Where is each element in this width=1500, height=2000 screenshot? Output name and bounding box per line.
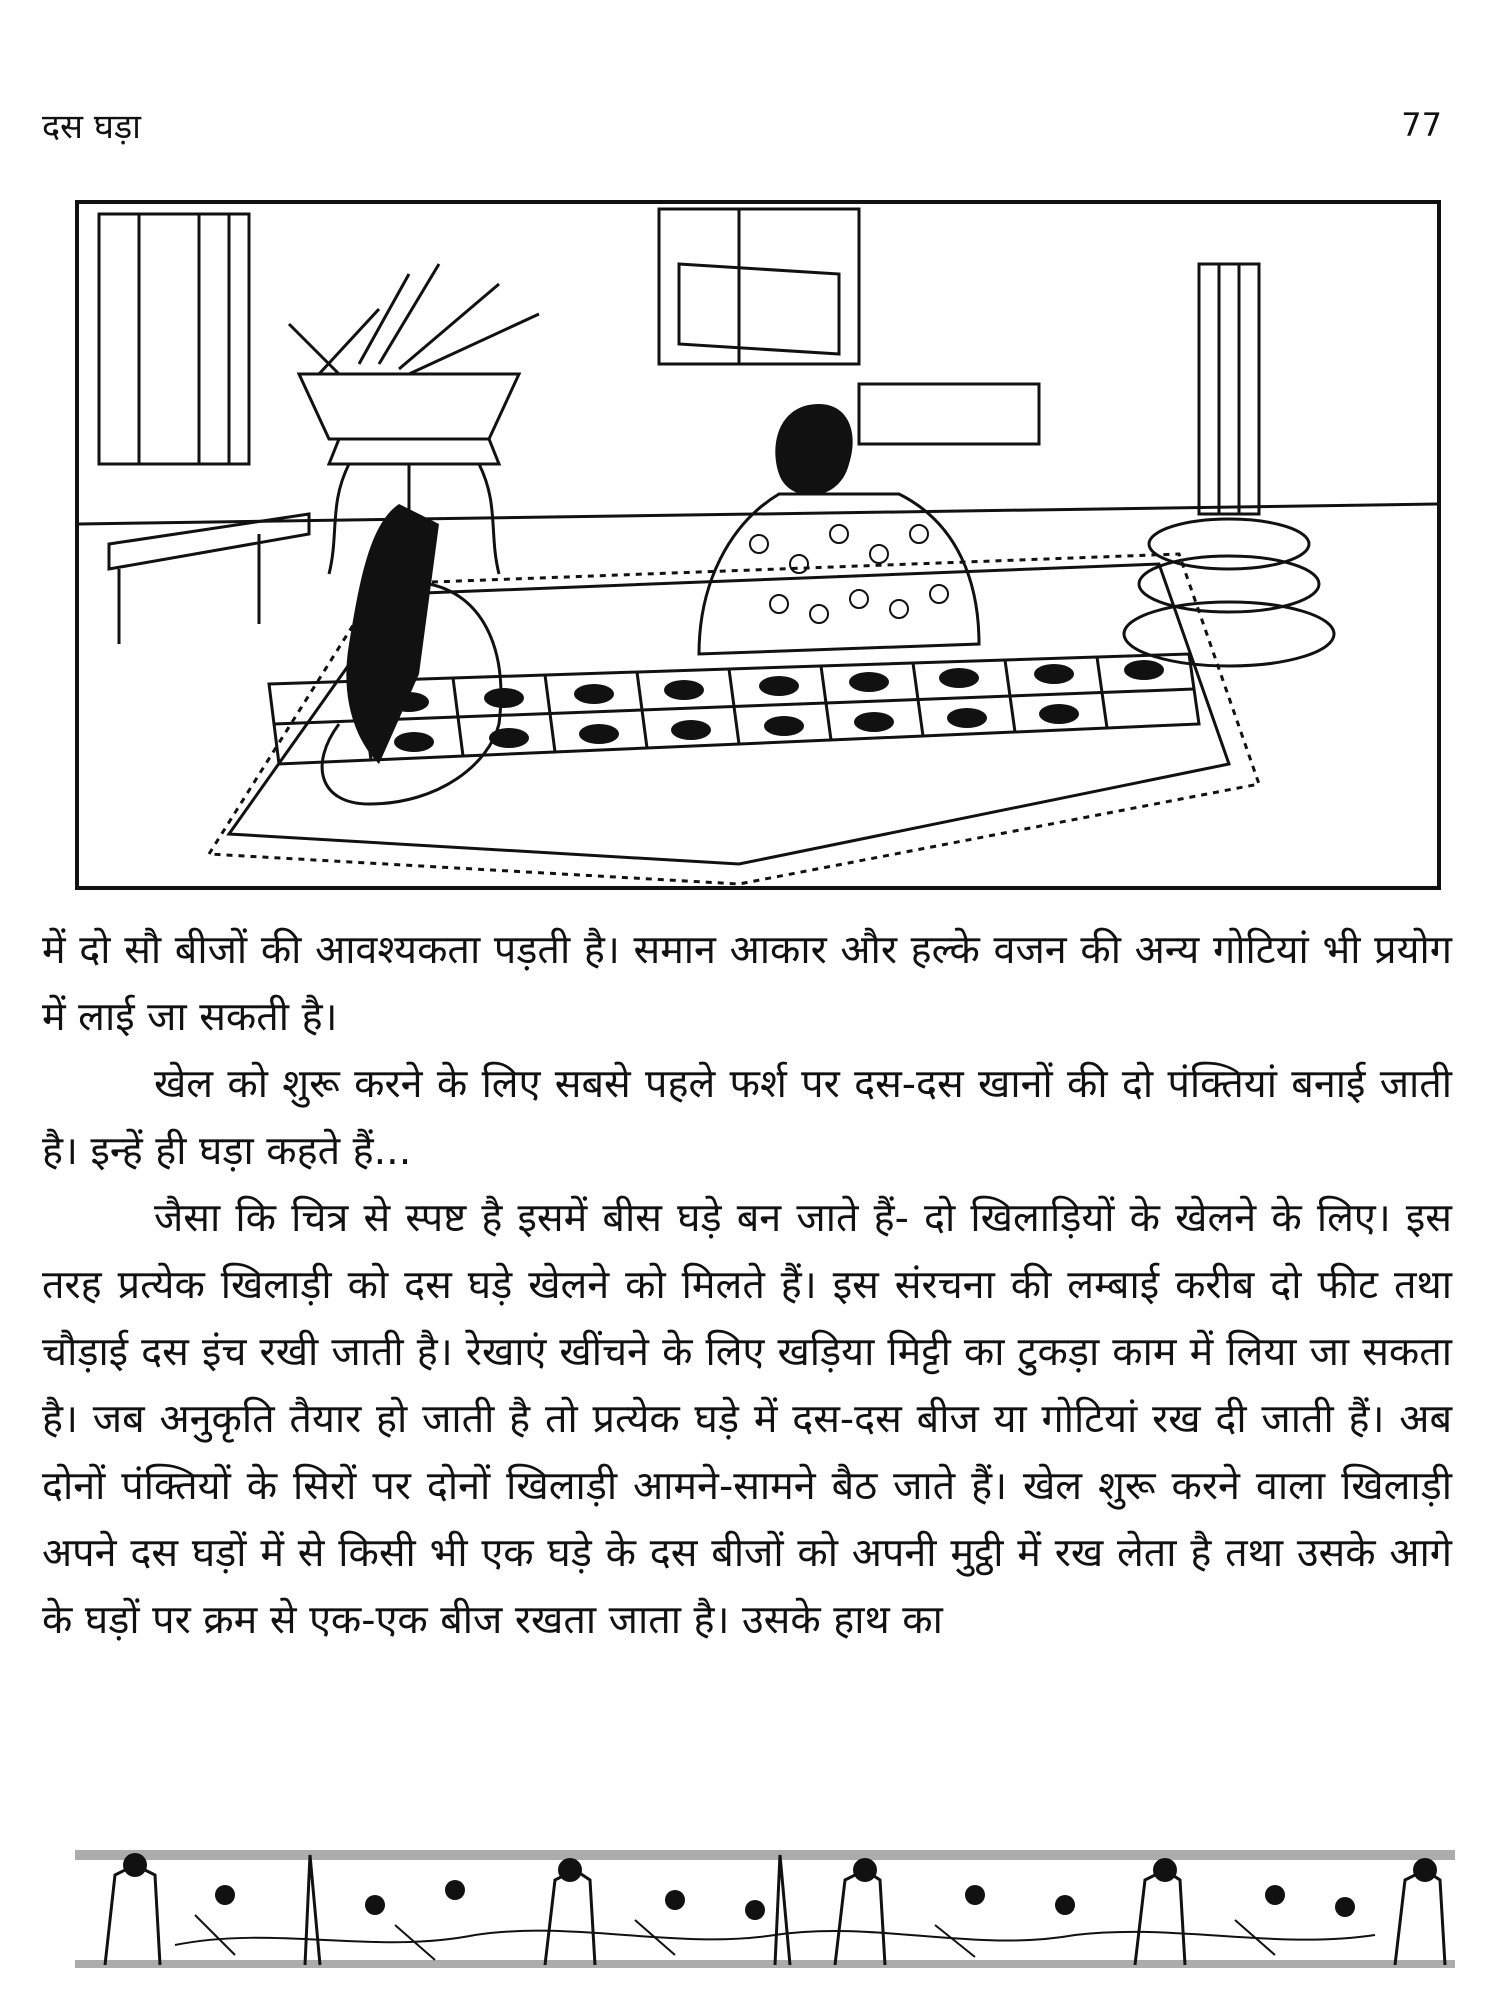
chapter-title: दस घड़ा xyxy=(42,107,141,147)
decorative-footer-illustration xyxy=(75,1835,1455,1975)
woman-right xyxy=(699,404,979,654)
window xyxy=(659,209,859,364)
illustration-drawing xyxy=(79,204,1437,886)
running-head xyxy=(42,100,1442,150)
paragraph: जैसा कि चित्र से स्पष्ट है इसमें बीस घड़े बन जाते हैं- दो खिलाड़ियों के खेलने के लिए। इस तरह प्रत्येक खिलाड़ी को दस घड़े खेलने को मिलते हैं। इस संरचना की लम्बाई करीब दो फीट तथा चौड़ाई दस इंच रखी जाती है। रेखाएं खींचने के लिए खड़िया मिट्टी का टुकड़ा काम में लिया जा सकता है। जब अनुकृति तैयार हो जाती है तो प्रत्येक घड़े में दस-दस बीज या गोटियां रख दी जाती हैं। अब दोनों पंक्तियों के सिरों पर दोनों खिलाड़ी आमने-सामने बैठ जाते हैं। खेल शुरू करने वाला खिलाड़ी अपने दस घड़ों में से किसी भी एक घड़े के दस बीजों को अपनी मुट्ठी में रख लेता है तथा उसके आगे के घड़ों पर क्रम से एक-एक बीज रखता जाता है। उसके हाथ का xyxy=(42,1195,1452,1643)
illustration-frame xyxy=(75,200,1441,890)
page-number: 77 xyxy=(1401,106,1442,144)
footer-drawing xyxy=(75,1835,1455,1975)
body-text xyxy=(42,917,1452,1654)
plant-pot xyxy=(299,374,519,439)
paragraph: खेल को शुरू करने के लिए सबसे पहले फर्श पर दस-दस खानों की दो पंक्तियां बनाई जाती है। इन्हें ही घड़ा कहते हैं... xyxy=(42,1061,1452,1174)
pillar xyxy=(1199,264,1259,514)
paragraph: में दो सौ बीजों की आवश्यकता पड़ती है। समान आकार और हल्के वजन की अन्य गोटियां भी प्रयोग में लाई जा सकती है। xyxy=(42,927,1452,1040)
plant-leaves xyxy=(289,264,539,374)
left-door-frame xyxy=(99,214,249,464)
